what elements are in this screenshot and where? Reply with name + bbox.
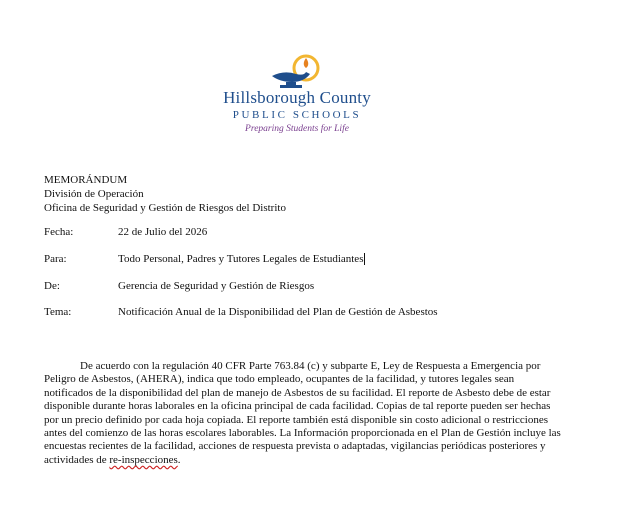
para-value[interactable]: Todo Personal, Padres y Tutores Legales de Estudiantes: [118, 253, 364, 265]
fecha-value: 22 de Julio del 2026: [118, 226, 208, 238]
oil-lamp-icon: [266, 52, 326, 92]
memo-title: MEMORÁNDUM: [44, 174, 128, 186]
logo-subtitle: PUBLIC SCHOOLS: [232, 109, 362, 121]
de-value: Gerencia de Seguridad y Gestión de Riesgos: [118, 280, 315, 292]
logo-tagline: Preparing Students for Life: [245, 124, 349, 134]
paragraph-end: .: [177, 453, 181, 466]
spellcheck-word: re-inspecciones: [109, 453, 178, 466]
paragraph-text: De acuerdo con la regulación 40 CFR Parte 763.84 (c) y subparte E, Ley de Respuesta a Emergencia por Peligro de Asbestos, (AHERA), indica que todo empleado, ocupantes de la facilidad, y tutores legales sean notificados de la disponibilidad del plan de manejo de Asbestos de su facilidad. El reporte de Asbesto debe de estar disponible durante horas laborales en la oficina principal de cada facilidad. Copias de tal reporte pueden ser hechas por un precio definido por cada hoja copiada. El reporte también está disponible sin costo adicional o restricciones antes del comienzo de las horas escolares laborables. La Información proporcionada en el Plan de Gestión incluye las encuestas recientes de la facilidad, acciones de respuesta prevista o adaptadas, vigilancias periódicas posteriores y actividades de: [44, 360, 561, 466]
para-label: Para:: [44, 253, 67, 265]
de-label: De:: [44, 280, 60, 292]
memo-header: [44, 173, 286, 215]
district-logo: [214, 52, 380, 144]
tema-value: Notificación Anual de la Disponibilidad del Plan de Gestión de Asbestos: [118, 306, 438, 318]
notice-paragraph: [44, 360, 564, 467]
tema-label: Tema:: [44, 306, 72, 318]
memo-division: División de Operación: [44, 188, 144, 200]
memo-office: Oficina de Seguridad y Gestión de Riesgos del Distrito: [44, 202, 286, 214]
logo-title: Hillsborough County: [223, 88, 371, 107]
fecha-label: Fecha:: [44, 226, 74, 238]
